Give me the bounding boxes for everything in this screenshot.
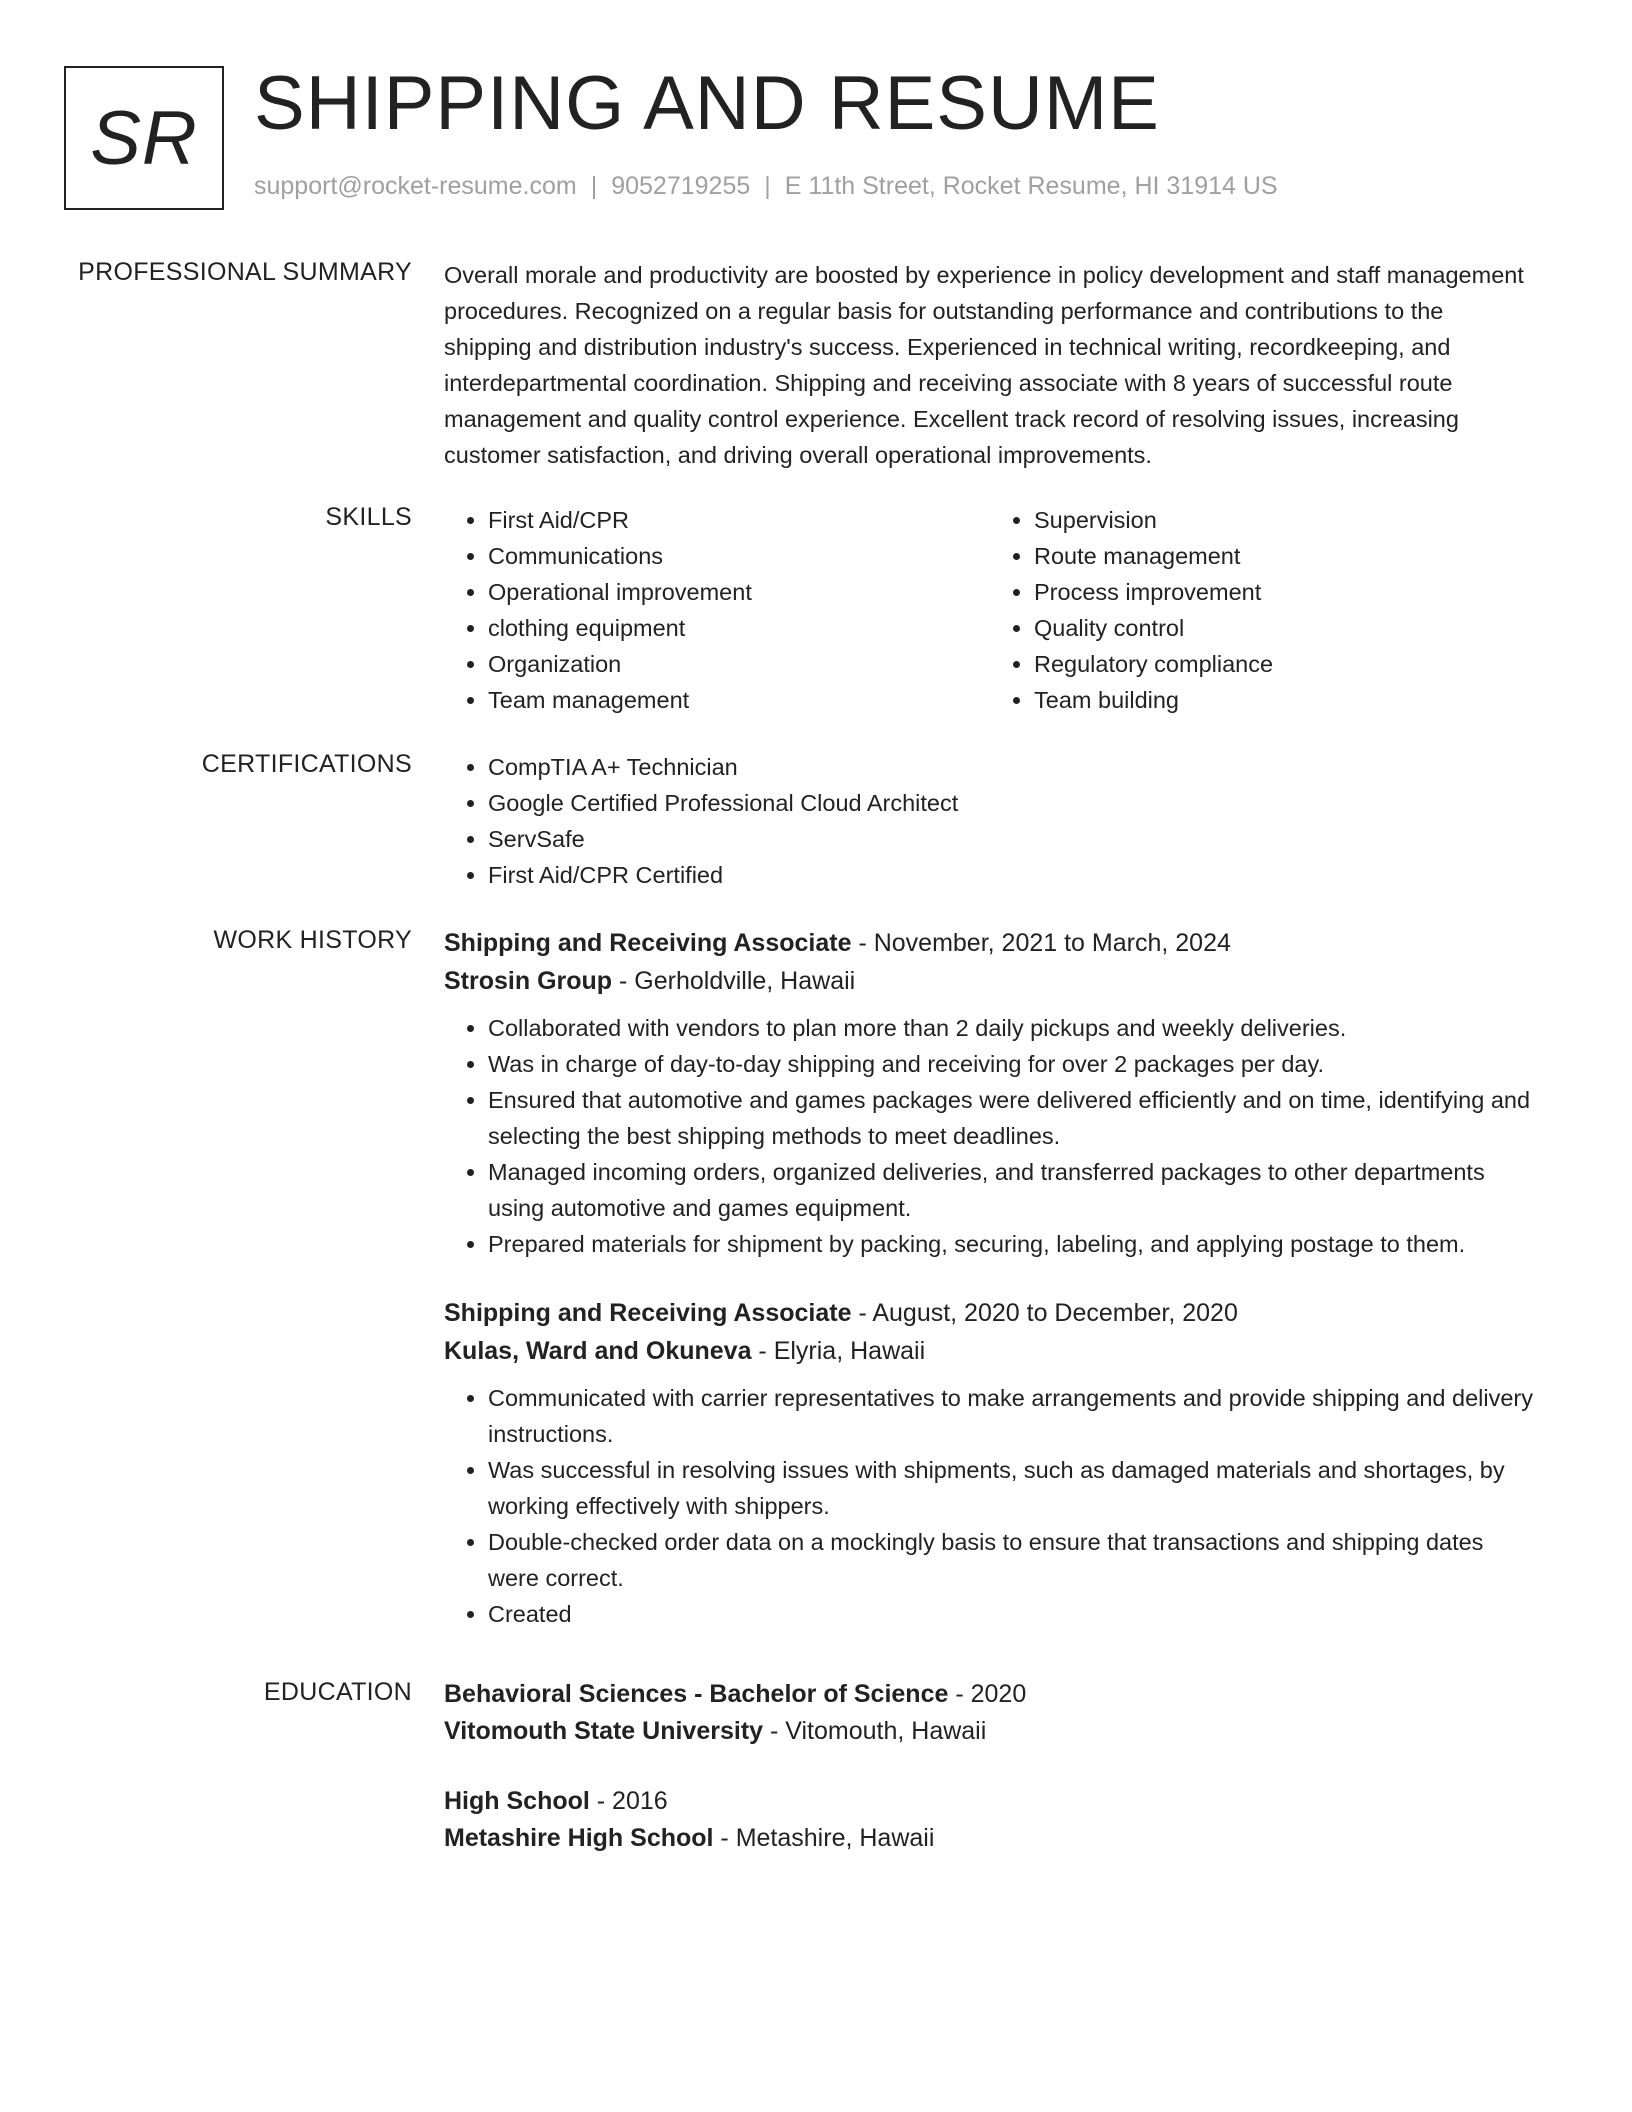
- education-school-line: [444, 1713, 1536, 1750]
- list-item: • Route management: [1034, 538, 1536, 574]
- job-title: Shipping and Receiving Associate: [444, 1299, 852, 1327]
- list-item: • Google Certified Professional Cloud Architect: [488, 785, 1536, 821]
- list-item: • Process improvement: [1034, 574, 1536, 610]
- list-item: • Created: [488, 1596, 1536, 1632]
- candidate-name: SHIPPING AND RESUME: [254, 61, 1160, 146]
- job-company-line: [444, 1332, 1536, 1370]
- education-year: - 2016: [589, 1787, 668, 1815]
- job-entry: [444, 924, 1536, 1262]
- section-body: [444, 924, 1536, 1632]
- section-label: EDUCATION: [263, 1678, 412, 1706]
- education-school: Metashire High School: [444, 1824, 714, 1852]
- education-degree: Behavioral Sciences - Bachelor of Science: [444, 1680, 949, 1708]
- list-item: • Communicated with carrier representatives to make arrangements and provide shipping and delivery instructions.: [488, 1380, 1536, 1452]
- list-item: • Regulatory compliance: [1034, 646, 1536, 682]
- job-bullets: [444, 1010, 1536, 1262]
- list-item: • ServSafe: [488, 821, 1536, 857]
- education-school: Vitomouth State University: [444, 1717, 764, 1745]
- education-school-line: [444, 1820, 1536, 1857]
- job-location: - Elyria, Hawaii: [751, 1337, 926, 1365]
- education-location: - Metashire, Hawaii: [713, 1824, 935, 1852]
- list-item: • First Aid/CPR: [488, 502, 990, 538]
- list-item: • Ensured that automotive and games packages were delivered efficiently and on time, identifying and selecting the best shipping methods to meet deadlines.: [488, 1082, 1536, 1154]
- section-body: [444, 1676, 1536, 1857]
- job-location: - Gerholdville, Hawaii: [612, 967, 856, 995]
- skills-list-left: [444, 502, 990, 718]
- list-item: • Quality control: [1034, 610, 1536, 646]
- contact-address: E 11th Street, Rocket Resume, HI 31914 US: [784, 172, 1278, 200]
- job-title-line: [444, 1294, 1536, 1332]
- job-company: Strosin Group: [444, 967, 613, 995]
- education-entry: [444, 1676, 1536, 1750]
- list-item: • CompTIA A+ Technician: [488, 749, 1536, 785]
- skills-columns: [444, 502, 1536, 718]
- section-body: [444, 502, 1536, 718]
- list-item: • Communications: [488, 538, 990, 574]
- summary-text: Overall morale and productivity are boosted by experience in policy development and staff management procedures. Recognized on a regular basis for outstanding performance and contributions to the shipping and distribution industry's success. Experienced in technical writing, recordkeeping, and interdepartmental coordination. Shipping and receiving associate with 8 years of successful route management and quality control experience. Excellent track record of resolving issues, increasing customer satisfaction, and driving overall operational improvements.: [444, 262, 1524, 468]
- job-title-line: [444, 924, 1536, 962]
- contact-separator: |: [590, 172, 598, 200]
- list-item: • Double-checked order data on a mockingly basis to ensure that transactions and shipping dates were correct.: [488, 1524, 1536, 1596]
- education-year: - 2020: [948, 1680, 1027, 1708]
- contact-phone: 9052719255: [611, 172, 751, 200]
- section-label: SKILLS: [325, 503, 412, 531]
- list-item: • Organization: [488, 646, 990, 682]
- list-item: • Prepared materials for shipment by packing, securing, labeling, and applying postage to them.: [488, 1226, 1536, 1262]
- contact-line: [254, 172, 1278, 201]
- education-location: - Vitomouth, Hawaii: [763, 1717, 987, 1745]
- job-company-line: [444, 962, 1536, 1000]
- list-item: • Operational improvement: [488, 574, 990, 610]
- job-bullets: [444, 1380, 1536, 1632]
- job-company: Kulas, Ward and Okuneva: [444, 1337, 752, 1365]
- list-item: • Team building: [1034, 682, 1536, 718]
- education-degree-line: [444, 1676, 1536, 1713]
- list-item: • Supervision: [1034, 502, 1536, 538]
- job-dates: - November, 2021 to March, 2024: [851, 929, 1231, 957]
- skills-list-right: [990, 502, 1536, 718]
- section-label: CERTIFICATIONS: [201, 750, 412, 778]
- education-entry: [444, 1783, 1536, 1857]
- education-degree-line: [444, 1783, 1536, 1820]
- contact-separator: |: [764, 172, 771, 200]
- section-label: PROFESSIONAL SUMMARY: [78, 258, 412, 286]
- list-item: • Was successful in resolving issues with shipments, such as damaged materials and shortages, by working effectively with shippers.: [488, 1452, 1536, 1524]
- section-body: [444, 257, 1536, 473]
- job-entry: [444, 1294, 1536, 1632]
- list-item: • Managed incoming orders, organized deliveries, and transferred packages to other departments using automotive and games equipment.: [488, 1154, 1536, 1226]
- list-item: • First Aid/CPR Certified: [488, 857, 1536, 893]
- list-item: • Team management: [488, 682, 990, 718]
- education-degree: High School: [444, 1787, 590, 1815]
- list-item: • clothing equipment: [488, 610, 990, 646]
- resume-header: [64, 61, 1568, 210]
- section-label: WORK HISTORY: [213, 926, 412, 954]
- section-body: [444, 749, 1536, 893]
- job-title: Shipping and Receiving Associate: [444, 929, 852, 957]
- list-item: • Collaborated with vendors to plan more than 2 daily pickups and weekly deliveries.: [488, 1010, 1536, 1046]
- list-item: • Was in charge of day-to-day shipping and receiving for over 2 packages per day.: [488, 1046, 1536, 1082]
- job-dates: - August, 2020 to December, 2020: [851, 1299, 1238, 1327]
- contact-email: support@rocket-resume.com: [254, 172, 577, 200]
- certifications-list: [444, 749, 1536, 893]
- monogram-box: SR: [64, 66, 224, 210]
